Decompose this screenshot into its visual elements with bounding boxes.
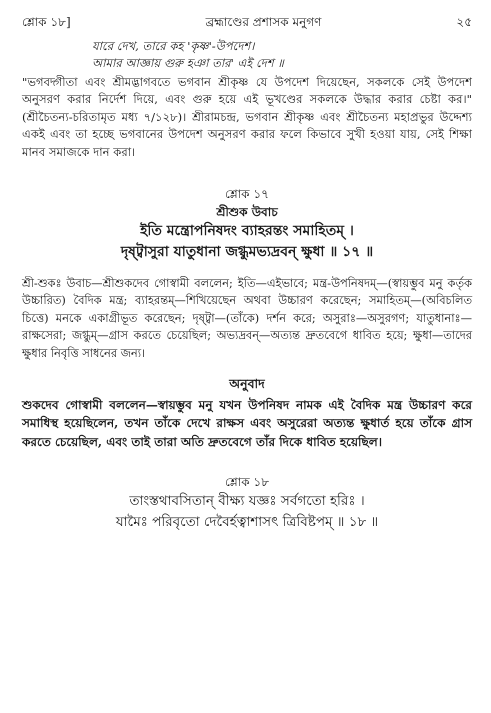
page-number: ২৫: [456, 15, 472, 29]
verse-18-line-2: যামৈঃ পরিবৃতো দেবৈর্হত্বাশাসৎ ত্রিবিষ্টপম্ ॥ ১৮ ॥: [115, 514, 379, 531]
quote-line-2: আমার আজ্ঞায় গুরু হঞা তার' এই দেশ ॥: [92, 56, 284, 70]
verse-17-translation: শুকদেব গোস্বামী বললেন—স্বায়ম্ভুব মনু যখন উপনিষদ নামক এই বৈদিক মন্ত্র উচ্চারণ করে সমাধিস্থ হয়েছিলেন, তখন তাঁকে দেখে রাক্ষস এবং অসুরেরা অত্যন্ত ক্ষুধার্ত হয়ে তাঁকে গ্রাস করতে চেয়েছিল, এবং তাই তারা অতি দ্রুতবেগে তাঁর দিকে ধাবিত হয়েছিল।: [22, 398, 472, 449]
header-left: শ্লোক ১৮]: [22, 15, 71, 29]
verse-17-synonyms: শ্রী-শুকঃ উবাচ—শ্রীশুকদেব গোস্বামী বললেন; ইতি—এইভাবে; মন্ত্র-উপনিষদম্—(স্বায়ম্ভুব মনু কর্তৃক উচ্চারিত) বৈদিক মন্ত্র; ব্যাহরন্তম্—শিখিয়েছেন অথবা উচ্চারণ করেছেন; সমাহিতম্—(অবিচলিত চিত্তে) মনকে একাগ্রীভূত করেছেন; দৃষ্ট্বা—(তাঁকে) দর্শন করে; অসুরাঃ—অসুরগণ; যাতুধানাঃ—রাক্ষসেরা; জগ্ধুম্—গ্রাস করতে চেয়েছিল; অভ্যদ্রবন্—অত্যন্ত দ্রুতবেগে ধাবিত হয়ে; ক্ষুধা—তাদের ক্ষুধার নিবৃত্তি সাধনের জন্য।: [22, 276, 472, 360]
verse-18-number: শ্লোক ১৮: [225, 475, 269, 490]
verse-18-line-1: তাংস্তথাবসিতান্ বীক্ষ্য যজ্ঞঃ সর্বগতো হরিঃ ।: [129, 493, 365, 510]
verse-17-line-1: ইতি মন্ত্রোপনিষদং ব্যাহরন্তং সমাহিতম্ ।: [140, 223, 354, 240]
document-page: [22, 14, 472, 533]
verse-17-line-2: দৃষ্ট্বাসুরা যাতুধানা জগ্ধুমভ্যদ্রবন্ ক্ষুধা ॥ ১৭ ॥: [120, 244, 374, 261]
running-header: [22, 14, 472, 36]
verse-17-number: শ্লোক ১৭: [225, 187, 269, 202]
translation-heading: অনুবাদ: [229, 376, 265, 392]
intro-quote: [22, 38, 472, 72]
quote-line-1: যারে দেখ, তারে কহ 'কৃষ্ণ'-উপদেশ।: [92, 39, 255, 53]
purport-paragraph: "ভগবদ্গীতা এবং শ্রীমদ্ভাগবতে ভগবান শ্রীকৃষ্ণ যে উপদেশ দিয়েছেন, সকলকে সেই উপদেশ অনুসরণ করার নির্দেশ দিয়ে, এবং গুরু হয়ে এই ভূখণ্ডের সকলকে উদ্ধার করার চেষ্টা কর।" (শ্রীচৈতন্য-চরিতামৃত মধ্য ৭/১২৮)। শ্রীরামচন্দ্র, ভগবান শ্রীকৃষ্ণ এবং শ্রীচৈতন্য মহাপ্রভুর উদ্দেশ্য একই এবং তা হচ্ছে ভগবানের উপদেশ অনুসরণ করার ফলে কিভাবে সুখী হওয়া যায়, সেই শিক্ষা মানব সমাজকে দান করা।: [22, 75, 472, 159]
header-title: ব্রহ্মাণ্ডের প্রশাসক মনুগণ: [205, 15, 322, 29]
verse-17-speaker: শ্রীশুক উবাচ: [216, 205, 278, 220]
